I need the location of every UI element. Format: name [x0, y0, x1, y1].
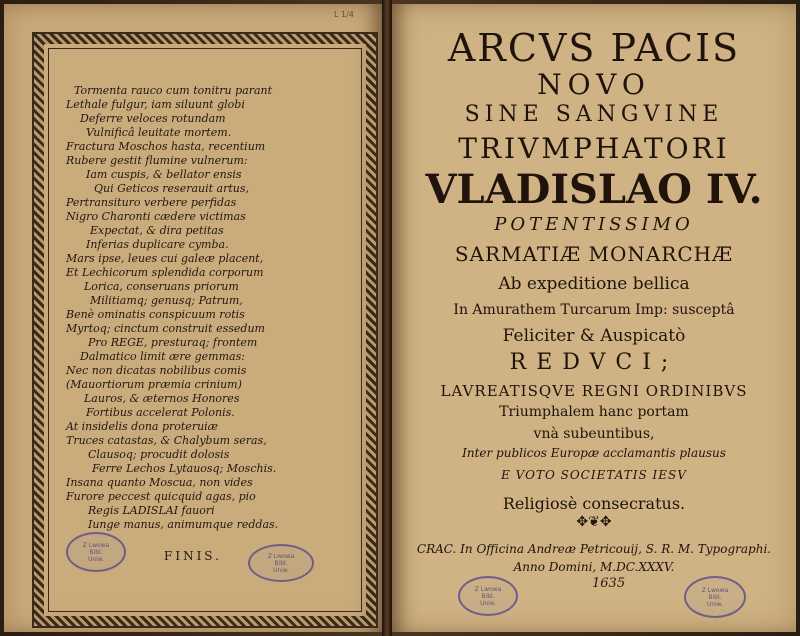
poem-line: Nigro Charonti cædere victimas: [66, 210, 246, 223]
poem-line: Fortibus accelerat Polonis.: [86, 406, 235, 419]
poem-line: Lauros, & æternos Honores: [84, 392, 240, 405]
poem-line: Expectat, & dira petitas: [90, 224, 224, 237]
library-stamp-right-2: Z Lwowa Bibl. Uniw.: [684, 576, 746, 618]
library-stamp-left-2: Z Lwowa Bibl. Uniw.: [248, 544, 314, 582]
poem-line: Ferre Lechos Lytauosq; Moschis.: [92, 462, 277, 475]
book-gutter: [382, 0, 392, 636]
title-line-17: Religiosè consecratus.: [502, 494, 686, 513]
title-line-15: Inter publicos Europæ acclamantis plausus: [462, 446, 726, 460]
poem-line: Militiamq; genusq; Patrum,: [90, 294, 243, 307]
poem-line: Iam cuspis, & bellator ensis: [86, 168, 242, 181]
poem-line: Insana quanto Moscua, non vides: [66, 476, 253, 489]
poem-line: Dalmatico limit ære gemmas:: [80, 350, 245, 363]
title-line-4: TRIVMPHATORI: [458, 132, 730, 165]
poem-line: Rubere gestit flumine vulnerum:: [66, 154, 248, 167]
corner-note: L 1/4: [334, 10, 354, 19]
poem-line: Clausoq; procudit dolosis: [88, 448, 230, 461]
poem-line: Regis LADISLAI fauori: [88, 504, 215, 517]
finis-text: FINIS.: [164, 549, 222, 563]
poem-line: Benè ominatis conspicuum rotis: [66, 308, 245, 321]
title-line-12: LAVREATISQVE REGNI ORDINIBVS: [440, 382, 748, 400]
title-line-6: POTENTISSIMO: [494, 214, 694, 235]
imprint-line-1: CRAC. In Officina Andreæ Petricouij, S. R. M. Typographi.: [416, 542, 772, 556]
poem-line: Nec non dicatas nobilibus comis: [66, 364, 247, 377]
poem-line: Inferias duplicare cymba.: [86, 238, 229, 251]
title-line-9: In Amurathem Turcarum Imp: susceptâ: [453, 302, 735, 318]
title-line-8: Ab expeditione bellica: [498, 274, 690, 294]
poem-line: Lorica, conseruans priorum: [84, 280, 239, 293]
imprint-line-2: Anno Domini, M.DC.XXXV.: [513, 560, 675, 574]
poem-line: At insidelis dona proteruiæ: [66, 420, 219, 433]
library-stamp-left-1: Z Lwowa Bibl. Uniw.: [66, 532, 126, 572]
title-line-16: E VOTO SOCIETATIS IESV: [501, 468, 687, 482]
left-page: [4, 4, 382, 632]
poem-line: Pertransituro verbere perfidas: [66, 196, 237, 209]
poem-line: Qui Geticos reserauit artus,: [94, 182, 249, 195]
poem-line: Lethale fulgur, iam siluunt globi: [66, 98, 245, 111]
poem-line: (Mauortiorum præmia crinium): [66, 378, 242, 391]
title-line-10: Feliciter & Auspicatò: [502, 326, 686, 346]
poem-line: Deferre veloces rotundam: [80, 112, 226, 125]
title-line-7: SARMATIÆ MONARCHÆ: [454, 242, 734, 266]
poem-line: Mars ipse, leues cui galeæ placent,: [66, 252, 264, 265]
poem-line: Fractura Moschos hasta, recentium: [66, 140, 266, 153]
title-line-3: SINE SANGVINE: [464, 102, 724, 127]
poem-line: Tormenta rauco cum tonitru parant: [74, 84, 273, 97]
title-line-14: vnà subeuntibus,: [533, 426, 655, 442]
poem-line: Iunge manus, animumque reddas.: [88, 518, 279, 531]
poem-line: Furore peccest quicquid agas, pio: [66, 490, 256, 503]
poem-line: Et Lechicorum splendida corporum: [66, 266, 264, 279]
title-line-13: Triumphalem hanc portam: [499, 404, 689, 420]
title-line-5: VLADISLAO IV.: [425, 166, 763, 213]
title-line-1: ARCVS PACIS: [447, 26, 741, 70]
fleuron-ornament: ✥❦✥: [576, 514, 612, 530]
right-page: [392, 4, 796, 632]
library-stamp-right-1: Z Lwowa Bibl. Uniw.: [458, 576, 518, 616]
title-line-2: NOVO: [537, 68, 651, 101]
poem-line: Truces catastas, & Chalybum seras,: [66, 434, 267, 447]
poem-line: Myrtoq; cinctum construit essedum: [66, 322, 265, 335]
handwritten-year: 1635: [592, 576, 626, 591]
poem-line: Pro REGE, presturaq; frontem: [88, 336, 258, 349]
title-line-11: REDVCI;: [509, 350, 679, 375]
poem-line: Vulnificâ leuitate mortem.: [86, 126, 232, 139]
